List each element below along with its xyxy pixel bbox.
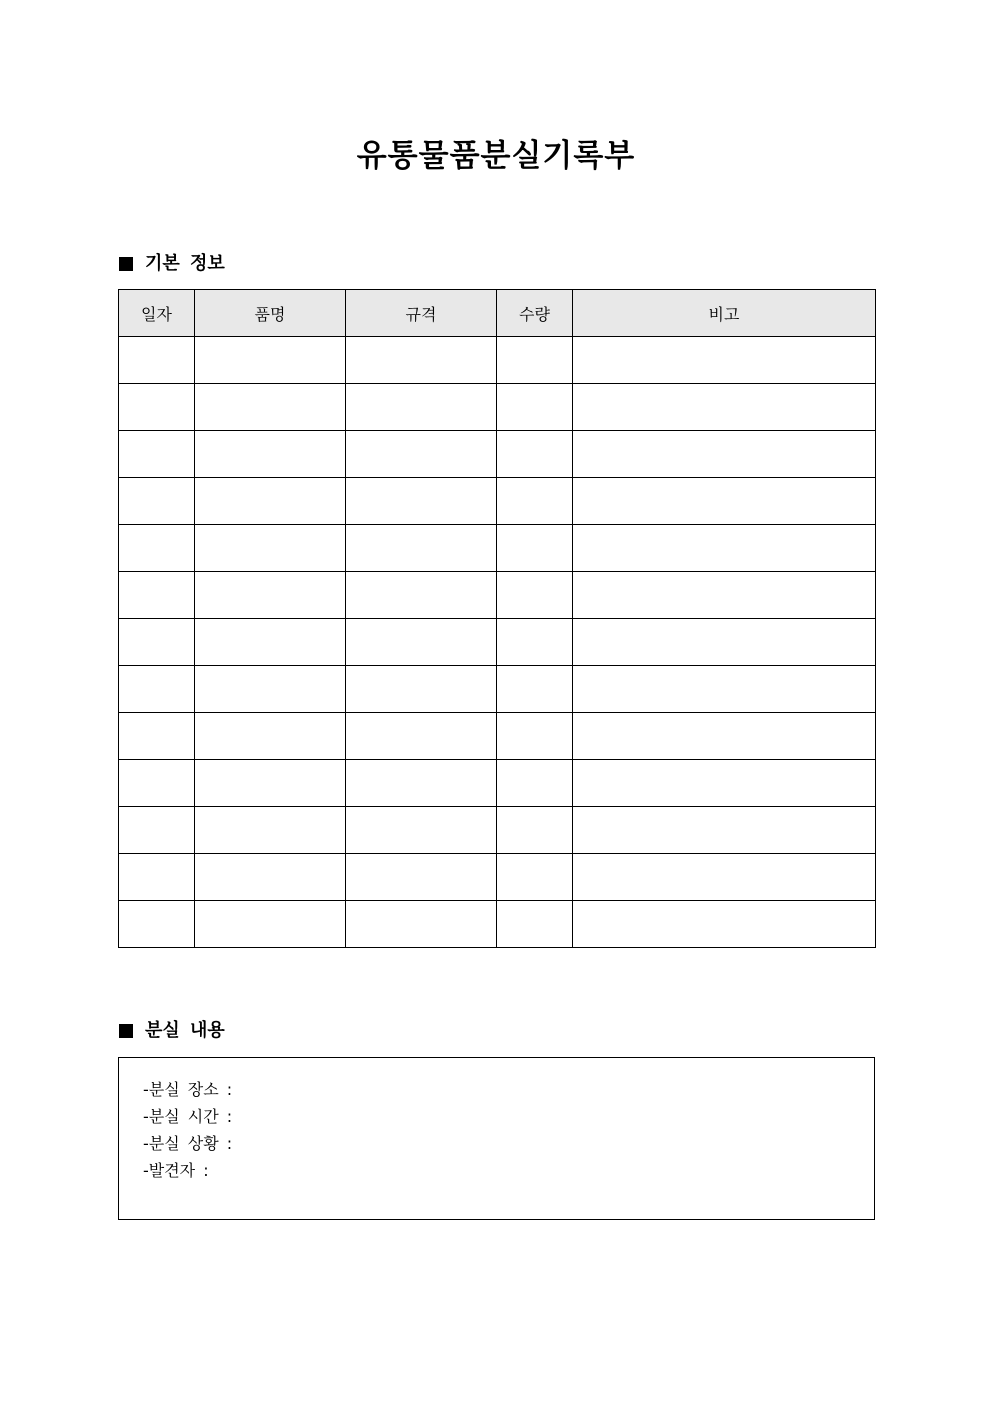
cell-item-name[interactable]: [195, 478, 346, 525]
section-heading-basic-info: [119, 252, 225, 276]
cell-spec[interactable]: [346, 666, 497, 713]
table-header-row: [119, 290, 876, 337]
cell-spec[interactable]: [346, 525, 497, 572]
table-row: [119, 431, 876, 478]
cell-remarks[interactable]: [573, 760, 876, 807]
table-row: [119, 572, 876, 619]
cell-date[interactable]: [119, 572, 195, 619]
cell-date[interactable]: [119, 760, 195, 807]
cell-spec[interactable]: [346, 760, 497, 807]
cell-date[interactable]: [119, 666, 195, 713]
cell-item-name[interactable]: [195, 384, 346, 431]
header-item-name: 품명: [195, 290, 346, 337]
section-label: 기본 정보: [145, 253, 225, 274]
finder-field[interactable]: -발견자 :: [143, 1161, 209, 1180]
square-bullet-icon: [119, 257, 133, 271]
cell-item-name[interactable]: [195, 666, 346, 713]
cell-spec[interactable]: [346, 854, 497, 901]
cell-spec[interactable]: [346, 431, 497, 478]
table-row: [119, 384, 876, 431]
cell-item-name[interactable]: [195, 619, 346, 666]
table-row: [119, 713, 876, 760]
cell-spec[interactable]: [346, 619, 497, 666]
cell-item-name[interactable]: [195, 807, 346, 854]
cell-spec[interactable]: [346, 478, 497, 525]
cell-remarks[interactable]: [573, 337, 876, 384]
cell-remarks[interactable]: [573, 854, 876, 901]
cell-date[interactable]: [119, 807, 195, 854]
table-row: [119, 760, 876, 807]
loss-situation-field[interactable]: -분실 상황 :: [143, 1134, 233, 1153]
table-row: [119, 807, 876, 854]
cell-date[interactable]: [119, 384, 195, 431]
cell-date[interactable]: [119, 525, 195, 572]
cell-remarks[interactable]: [573, 525, 876, 572]
cell-date[interactable]: [119, 337, 195, 384]
section-heading-loss-details: [119, 1019, 225, 1043]
cell-quantity[interactable]: [497, 384, 573, 431]
cell-item-name[interactable]: [195, 854, 346, 901]
cell-quantity[interactable]: [497, 525, 573, 572]
cell-date[interactable]: [119, 854, 195, 901]
cell-spec[interactable]: [346, 713, 497, 760]
cell-remarks[interactable]: [573, 572, 876, 619]
cell-item-name[interactable]: [195, 572, 346, 619]
loss-location-field[interactable]: -분실 장소 :: [143, 1080, 233, 1099]
cell-quantity[interactable]: [497, 901, 573, 948]
table-row: [119, 666, 876, 713]
cell-remarks[interactable]: [573, 807, 876, 854]
cell-remarks[interactable]: [573, 431, 876, 478]
table-row: [119, 619, 876, 666]
cell-date[interactable]: [119, 713, 195, 760]
cell-date[interactable]: [119, 431, 195, 478]
cell-remarks[interactable]: [573, 666, 876, 713]
cell-quantity[interactable]: [497, 666, 573, 713]
cell-remarks[interactable]: [573, 384, 876, 431]
cell-item-name[interactable]: [195, 431, 346, 478]
cell-quantity[interactable]: [497, 431, 573, 478]
header-quantity: 수량: [497, 290, 573, 337]
cell-item-name[interactable]: [195, 901, 346, 948]
cell-spec[interactable]: [346, 901, 497, 948]
cell-date[interactable]: [119, 901, 195, 948]
cell-item-name[interactable]: [195, 760, 346, 807]
cell-quantity[interactable]: [497, 478, 573, 525]
header-date: 일자: [119, 290, 195, 337]
table-row: [119, 854, 876, 901]
cell-item-name[interactable]: [195, 525, 346, 572]
loss-time-field[interactable]: -분실 시간 :: [143, 1107, 233, 1126]
cell-quantity[interactable]: [497, 713, 573, 760]
table-body: [119, 337, 876, 948]
header-spec: 규격: [346, 290, 497, 337]
cell-quantity[interactable]: [497, 854, 573, 901]
cell-quantity[interactable]: [497, 760, 573, 807]
table-row: [119, 478, 876, 525]
cell-spec[interactable]: [346, 384, 497, 431]
cell-quantity[interactable]: [497, 807, 573, 854]
cell-item-name[interactable]: [195, 337, 346, 384]
cell-quantity[interactable]: [497, 572, 573, 619]
table-row: [119, 525, 876, 572]
loss-details-box: [118, 1057, 875, 1220]
cell-date[interactable]: [119, 478, 195, 525]
cell-remarks[interactable]: [573, 713, 876, 760]
cell-item-name[interactable]: [195, 713, 346, 760]
cell-remarks[interactable]: [573, 619, 876, 666]
cell-spec[interactable]: [346, 807, 497, 854]
section-label: 분실 내용: [145, 1020, 225, 1041]
cell-remarks[interactable]: [573, 901, 876, 948]
record-table: [118, 289, 876, 948]
cell-remarks[interactable]: [573, 478, 876, 525]
table-row: [119, 337, 876, 384]
cell-date[interactable]: [119, 619, 195, 666]
table-row: [119, 901, 876, 948]
page-title: 유통물품분실기록부: [356, 138, 636, 174]
cell-quantity[interactable]: [497, 337, 573, 384]
header-remarks: 비고: [573, 290, 876, 337]
square-bullet-icon: [119, 1024, 133, 1038]
cell-spec[interactable]: [346, 337, 497, 384]
cell-spec[interactable]: [346, 572, 497, 619]
cell-quantity[interactable]: [497, 619, 573, 666]
